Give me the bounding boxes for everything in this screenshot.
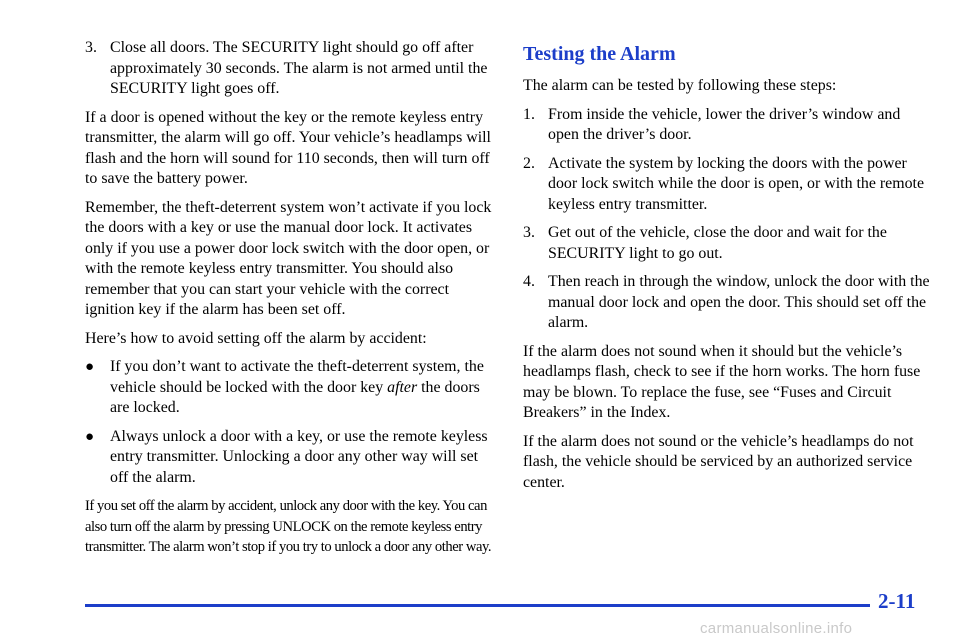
bullet-icon: ● xyxy=(85,359,95,375)
bullet-text: Always unlock a door with a key, or use the remote keyless entry transmitter. Unlocking a door any other way will set off the alarm. xyxy=(110,427,488,486)
step-text: Get out of the vehicle, close the door and wait for the SECURITY light to go out. xyxy=(548,224,887,262)
step-text: From inside the vehicle, lower the driver’s window and open the driver’s door. xyxy=(548,105,901,143)
right-column xyxy=(523,38,933,501)
bullet-text-after: the doors are locked. xyxy=(110,378,480,416)
step-text: Then reach in through the window, unlock the door with the manual door lock and open the door. This should set off the alarm. xyxy=(548,273,930,331)
step-text: Close all doors. The SECURITY light should go off after approximately 30 seconds. The alarm is not armed until the SECURITY light goes off. xyxy=(110,39,488,97)
bullet-icon: ● xyxy=(85,428,95,445)
bullet-item-1 xyxy=(85,357,492,419)
paragraph-horn-check: If the alarm does not sound when it should but the vehicle’s headlamps flash, check to see if the horn works. The horn fuse may be blown. To replace the fuse, see “Fuses and Circuit Breakers” in the Index. xyxy=(523,342,921,421)
step-3-left xyxy=(85,38,492,100)
paragraph-service: If the alarm does not sound or the vehicle’s headlamps do not flash, the vehicle should be serviced by an authorized service center. xyxy=(523,432,914,491)
step-number: 3. xyxy=(523,224,535,241)
step-number: 1. xyxy=(523,105,535,123)
bullet-item-2 xyxy=(85,427,492,489)
paragraph-theft-deterrent: Remember, the theft‑deterrent system won’t activate if you lock the doors with a key or use the manual door lock. It activates only if you use a power door lock switch with the door open, or with the remote keyless entry transmitter. You should also remember that you can start your vehicle with the correct ignition key if the alarm has been set off. xyxy=(85,198,492,318)
test-step-3 xyxy=(523,223,933,264)
paragraph-alarm-trigger: If a door is opened without the key or the remote keyless entry transmitter, the alarm will go off. Your vehicle’s headlamps will flash and the horn will sound for 110 seconds, then will turn off to save the battery power. xyxy=(85,108,491,187)
page-number: 2-11 xyxy=(878,589,916,613)
bullet-text-before: If you don’t want to activate the theft‑deterrent system, the vehicle should be locked with the door key xyxy=(110,358,484,396)
step-number: 3. xyxy=(85,39,97,56)
bullet-text-emphasis: after xyxy=(387,378,418,396)
step-text: Activate the system by locking the doors with the power door lock switch while the door is open, or with the remote keyless entry transmitter. xyxy=(548,154,924,213)
watermark: carmanualsonline.info xyxy=(700,620,853,637)
paragraph-avoid-intro: Here’s how to avoid setting off the alarm by accident: xyxy=(85,329,427,347)
left-column xyxy=(85,38,492,558)
paragraph-accidental-alarm: If you set off the alarm by accident, unlock any door with the key. You can also turn off the alarm by pressing UNLOCK on the remote keyless entry transmitter. The alarm won’t stop if you try to unlock a door any other way. xyxy=(85,498,492,555)
test-step-1 xyxy=(523,105,933,146)
footer-rule xyxy=(85,604,870,607)
paragraph-test-intro: The alarm can be tested by following these steps: xyxy=(523,77,837,94)
section-heading: Testing the Alarm xyxy=(523,43,676,65)
test-step-2 xyxy=(523,154,933,216)
step-number: 4. xyxy=(523,273,535,290)
step-number: 2. xyxy=(523,154,535,172)
test-step-4 xyxy=(523,272,933,334)
